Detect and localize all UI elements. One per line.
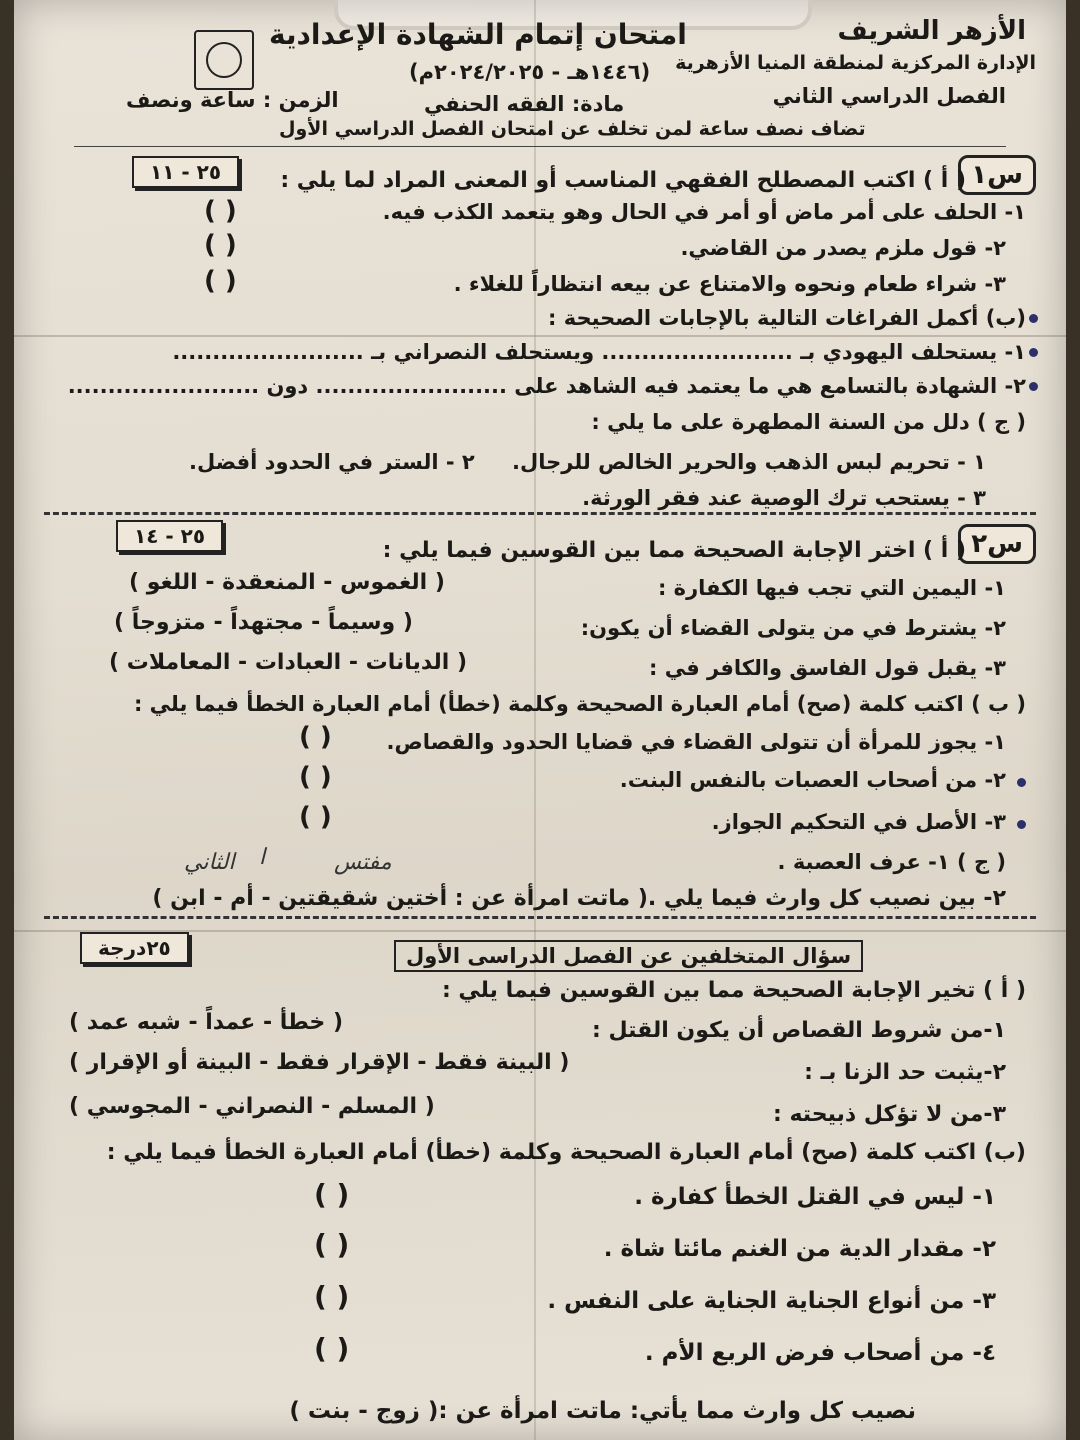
q2-b-item-2: ٢- من أصحاب العصبات بالنفس البنت. <box>619 768 1006 792</box>
answer-blank[interactable]: ( ) <box>204 266 237 296</box>
q3-a-item-2: ٢-يثبت حد الزنا بـ : <box>804 1060 1006 1085</box>
exam-note: تضاف نصف ساعة لمن تخلف عن امتحان الفصل الدراسي الأول <box>279 118 866 140</box>
q1-a-item-2: ٢- قول ملزم يصدر من القاضي. <box>680 236 1006 260</box>
q3-c-partial: نصيب كل وارث مما يأتي: ماتت امرأة عن :( زوج - بنت ) <box>289 1398 916 1424</box>
exam-time: الزمن : ساعة ونصف <box>126 88 339 112</box>
exam-subject: مادة: الفقه الحنفي <box>424 92 625 116</box>
section-divider <box>44 512 1036 515</box>
q2-a-choices-3: ( الديانات - العبادات - المعاملات ) <box>109 650 468 675</box>
q3-a-choices-2: ( البينة فقط - الإقرار فقط - البينة أو الإقرار ) <box>69 1050 570 1075</box>
q1-a-title: ( أ ) اكتب المصطلح الفقهي المناسب أو المعنى المراد لما يلي : <box>280 168 966 193</box>
makeup-title: سؤال المتخلفين عن الفصل الدراسى الأول <box>394 940 863 972</box>
section-divider <box>44 916 1036 919</box>
q3-a-item-1: ١-من شروط القصاص أن يكون القتل : <box>592 1018 1006 1043</box>
question-1-label: س١ <box>958 155 1036 195</box>
q2-a-item-2: ٢- يشترط في من يتولى القضاء أن يكون: <box>580 616 1006 640</box>
answer-blank[interactable]: ( ) <box>299 722 332 752</box>
q3-b-item-1: ١- ليس في القتل الخطأ كفارة . <box>634 1184 996 1210</box>
answer-blank[interactable]: ( ) <box>299 802 332 832</box>
handwritten-note: ا <box>259 845 266 870</box>
q2-a-title: ( أ ) اختر الإجابة الصحيحة مما بين القوسين فيما يلي : <box>382 538 966 563</box>
handwritten-note: مفتس <box>334 850 392 875</box>
ink-dot <box>1029 348 1038 357</box>
answer-blank[interactable]: ( ) <box>314 1332 350 1365</box>
q1-a-item-1: ١- الحلف على أمر ماض أو أمر في الحال وهو يتعمد الكذب فيه. <box>382 200 1026 224</box>
ink-dot <box>1017 778 1026 787</box>
q3-a-item-3: ٣-من لا تؤكل ذبيحته : <box>773 1102 1006 1127</box>
ink-dot <box>1029 314 1038 323</box>
q3-b-item-4: ٤- من أصحاب فرض الربع الأم . <box>644 1340 996 1366</box>
q2-a-choices-1: ( الغموس - المنعقدة - اللغو ) <box>129 570 445 595</box>
q1-b-title: (ب) أكمل الفراغات التالية بالإجابات الصحيحة : <box>548 306 1026 330</box>
ink-dot <box>1029 382 1038 391</box>
q2-b-title: ( ب ) اكتب كلمة (صح) أمام العبارة الصحيحة وكلمة (خطأ) أمام العبارة الخطأ فيما يلي : <box>133 692 1026 716</box>
answer-blank[interactable]: ( ) <box>204 196 237 226</box>
makeup-score: ٢٥درجة <box>80 932 189 964</box>
q3-a-title: ( أ ) تخير الإجابة الصحيحة مما بين القوسين فيما يلي : <box>441 978 1026 1003</box>
header-divider <box>74 146 1006 147</box>
q2-b-item-1: ١- يجوز للمرأة أن تتولى القضاء في قضايا الحدود والقصاص. <box>386 730 1006 754</box>
q3-b-title: (ب) اكتب كلمة (صح) أمام العبارة الصحيحة وكلمة (خطأ) أمام العبارة الخطأ فيما يلي : <box>106 1140 1026 1165</box>
q1-c-item-3: ٣ - يستحب ترك الوصية عند فقر الورثة. <box>582 486 986 510</box>
handwritten-note: الثاني <box>184 850 235 875</box>
answer-blank[interactable]: ( ) <box>314 1280 350 1313</box>
q2-a-item-1: ١- اليمين التي تجب فيها الكفارة : <box>657 576 1006 600</box>
answer-blank[interactable]: ( ) <box>314 1228 350 1261</box>
q3-b-item-2: ٢- مقدار الدية من الغنم مائتا شاة . <box>603 1236 996 1262</box>
q1-b-item-1: ١- يستحلف اليهودي بـ ........................ ويستحلف النصراني بـ ........................ <box>172 340 1026 364</box>
q3-b-item-3: ٣- من أنواع الجناية الجناية على النفس . <box>547 1288 996 1314</box>
question-2-label: س٢ <box>958 524 1036 564</box>
q2-a-choices-2: ( وسيماً - مجتهداً - متزوجاً ) <box>114 610 413 635</box>
header-semester: الفصل الدراسي الثاني <box>772 84 1006 108</box>
header-administration: الإدارة المركزية لمنطقة المنيا الأزهرية <box>675 52 1036 74</box>
q3-a-choices-1: ( خطأ - عمداً - شبه عمد ) <box>69 1010 344 1035</box>
q2-b-item-3: ٣- الأصل في التحكيم الجواز. <box>711 810 1006 834</box>
header-institution: الأزهر الشريف <box>837 16 1026 46</box>
question-1-score: ٢٥ - ١١ <box>132 156 239 188</box>
q2-a-item-3: ٣- يقبل قول الفاسق والكافر في : <box>649 656 1006 680</box>
answer-blank[interactable]: ( ) <box>299 762 332 792</box>
q3-a-choices-3: ( المسلم - النصراني - المجوسي ) <box>69 1094 435 1119</box>
exam-date: (١٤٤٦هـ - ٢٠٢٤/٢٠٢٥م) <box>409 60 651 84</box>
question-2-score: ٢٥ - ١٤ <box>116 520 223 552</box>
answer-blank[interactable]: ( ) <box>204 230 237 260</box>
azhar-logo-icon <box>194 30 254 90</box>
q1-c-title: ( ج ) دلل من السنة المطهرة على ما يلي : <box>591 410 1026 434</box>
q1-c-item-2: ٢ - الستر في الحدود أفضل. <box>189 450 475 474</box>
q2-c-title: ( ج ) ١- عرف العصبة . <box>777 850 1006 874</box>
answer-blank[interactable]: ( ) <box>314 1178 350 1211</box>
ink-dot <box>1017 820 1026 829</box>
exam-title: امتحان إتمام الشهادة الإعدادية <box>269 18 687 51</box>
q1-b-item-2: ٢- الشهادة بالتسامع هي ما يعتمد فيه الشاهد على ........................ دون ........................ <box>67 374 1026 398</box>
q1-c-item-1: ١ - تحريم لبس الذهب والحرير الخالص للرجال. <box>512 450 986 474</box>
exam-paper <box>14 0 1066 1440</box>
fold-line <box>14 335 1066 337</box>
q2-c-item-2: ٢- بين نصيب كل وارث فيما يلي .( ماتت امرأة عن : أختين شقيقتين - أم - ابن ) <box>152 886 1006 911</box>
q1-a-item-3: ٣- شراء طعام ونحوه والامتناع عن بيعه انتظاراً للغلاء . <box>453 272 1006 296</box>
